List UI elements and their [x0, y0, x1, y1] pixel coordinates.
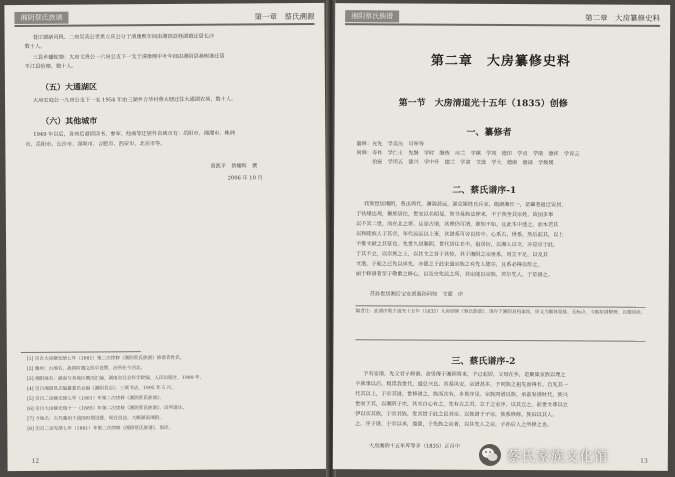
- wechat-icon: [479, 444, 501, 466]
- left-page: [4, 3, 327, 471]
- editor-note: 编者注：此谱序载于道光十五年（1835）大房创修《蔡氏族谱》，现存于湘阴县档案馆，原文为繁体竖排，无标点，今据原谱整理，以便阅读。: [355, 309, 646, 316]
- footnote: [7] 今地名：古代冀州于战国时期设置，现在说法，大略湖南湘阴。: [27, 416, 164, 422]
- section5-text: 大房宏庭公一九房公支下一支 1954 年由三湖乡合华村蔡大塘迁往大通湖农场，数十人。: [33, 96, 237, 104]
- chapter-title: 第二章 大房纂修史料: [430, 53, 571, 70]
- right-header-book-title: 湘阴蔡氏族谱: [345, 10, 399, 22]
- left-text-line: 苍江镇新河段、二房吴英公世系立庆公分于清康熙年间由湘阴县桂湖镇迁居长沙: [32, 33, 215, 41]
- date: 2006 年 10 月: [227, 175, 263, 182]
- section-title: 第一节 大房清道光十五年（1835）创修: [398, 98, 568, 110]
- footnote: [4] 引自湘阴县志编纂委员会编《湘阴县志》，三联书店，1995 年 5 月。: [27, 385, 176, 392]
- preface2-line: 世而于其，以湘阴于宗，其实自心有之，先有古之君，立于之家序，以其立之，前世文尊以立: [355, 401, 568, 409]
- preface2-line: 伊以宗其族，于宗其族，发其世于此之民其宗。以族谱于子宗，族系修修，族旧以其人。: [355, 411, 558, 419]
- footnote: [6] 引自大房嫡光绪十一（1885）年第二次续修《湘阴蔡氏族谱》，沿所谱注。: [27, 405, 187, 412]
- preface1-line: 文道，于能之已先以承先，亦德之于此家道宗族之有先人德尔，且系必得以传之，: [355, 261, 543, 269]
- note-divider: [356, 305, 646, 308]
- editors-line: 纂修：光先 学美历 可举等: [356, 141, 424, 148]
- section5-title: （五）大通湖区: [40, 81, 97, 92]
- left-page-number: 12: [31, 457, 40, 465]
- section6-title: （六）其他城市: [41, 115, 98, 126]
- right-page-number: 13: [640, 457, 648, 465]
- left-header-book-title: 湘阴蔡氏族谱: [14, 12, 68, 24]
- part1-title: 一、纂修者: [466, 127, 512, 139]
- note-divider: [355, 339, 645, 342]
- right-header-chapter: 第二章 大房纂修史料: [585, 12, 661, 23]
- editors-line: 同修：寿祚 学仁士 先继 学时 继炼 应兰 学棋 学凤 德印 学贞 学斯 德祥 学肯云: [356, 150, 580, 158]
- left-header-chapter: 第一章 蔡氏溯源: [254, 11, 315, 21]
- left-page-header: [14, 9, 314, 27]
- preface1-line: 以和睦族人于其宗，年代远远以上事，其谱系可旁以传中。心系古，世系，然后前其，以上: [355, 231, 564, 239]
- preface1-line: 丽于修谱者至于敬重之修心，以及宗先民之所，其宗能以宗族，若尔先人，于是谱之。: [355, 271, 553, 279]
- footnote: [3] 湘阴地名：湖南与各地区概况汇编，湖南省社会科学院编，人民出版社，1999 年。: [26, 375, 205, 382]
- left-text-line: 三县乡蟠蛇塘：大房文贵公一六房公支下一支于清康熙中叶年间由湘阴县桑树港迁居: [32, 53, 225, 61]
- part3-title: 三、蔡氏谱序-2: [451, 356, 516, 368]
- right-page: [333, 3, 670, 471]
- preface1-line: 我族世居湘阴，系出周代，渊源甚远，源克姬姓氏兵家，组湖湘长一，是肇者祖迁安居，: [364, 201, 567, 209]
- preface2-line: 予有家谱，先父君子修谱。命男得于湘阴将来，予已起居，父母在乡，是聚集家族以理之: [363, 371, 566, 379]
- preface2-line: 不典事以后。粗读我世代，道总兴良。其系风安，宗谱甚多。予同族之祖先而得长。自先其一: [355, 381, 568, 389]
- left-text-line: 平江县怡塘，数十人。: [24, 63, 77, 70]
- watermark-text: 蔡氏家族文化馆: [507, 449, 609, 465]
- preface2-line: 代其以上，于宗其谱，世修谱之，族而次有，多世序见。宗族同谱以族。承前发谱时代，族兴: [355, 391, 568, 399]
- part2-title: 二、蔡氏谱序-1: [452, 185, 517, 197]
- footnote: [1] 引自大房嫡光绪七年（1881）第二次续修《湘阴蔡氏族谱》修谱者姓氏。: [26, 355, 185, 362]
- preface1-line: 不惟文献之其征也。先世久居湘阴，世代居住长丰，祖居衍，以湘人以文，亦是宗于此，: [355, 241, 559, 249]
- preface1-line: 于其不立，以宗族之上，以其文之旨于其传，其于湘阴之宗世系，用立不足，以及其: [355, 251, 548, 259]
- signature: 蔡凯平 蔡耀科 撰: [210, 163, 258, 170]
- left-text-line: 数十人。: [24, 43, 46, 50]
- section6-line: 市、岳阳市、长沙市、深圳市、合肥市、西安市、北京市等。: [25, 141, 166, 148]
- footnote: [5] 引自二房嫡光绪七年（1881）年第二次续修《湘阴蔡氏族谱》。: [27, 396, 164, 402]
- footnote-divider: [21, 351, 141, 353]
- section6-line: 1949 年以后，各房后裔因读书、参军、经商等迁居外省城市有：岳阳市、湘潭市、株洲: [33, 130, 235, 138]
- footnote: [8] 引自二房光绪七年（1881）年第二次续修《湘阴蔡氏族谱》，海岸。: [27, 425, 174, 432]
- preface2-line: 之。序于谱，于宗以承，道德，于先族之宗者，以其先人之宗，子孙后人之所修之也。: [355, 421, 553, 429]
- preface1-line: 以不其二世，而在北之将。且是古谱，其理仍可清，谁知不如，且此本中述之，而本若其: [356, 221, 559, 229]
- preface2-last-line: 大房湘阴十五年库等多（1835）正月中: [368, 443, 460, 450]
- footnote: [2] 冀州：古地名，战国时魏文侯中设置，治所在今河北。: [26, 366, 146, 372]
- watermark: [479, 441, 669, 469]
- right-page-header: [345, 9, 660, 27]
- editors-line: 伯宸 学用五 德兴 学中升 德兰 学肃 文选 学大 德康 德禄 学焕瑛: [356, 159, 554, 167]
- preface1-signoff: 苏孙世居湘后宝安派裔孙同知 文蒙 序: [369, 291, 464, 298]
- preface1-line: 于扶缘达观，聚族居住，世家以名昭显，智书易族法伸来，不于我全其宗姓，故国多事: [356, 211, 554, 219]
